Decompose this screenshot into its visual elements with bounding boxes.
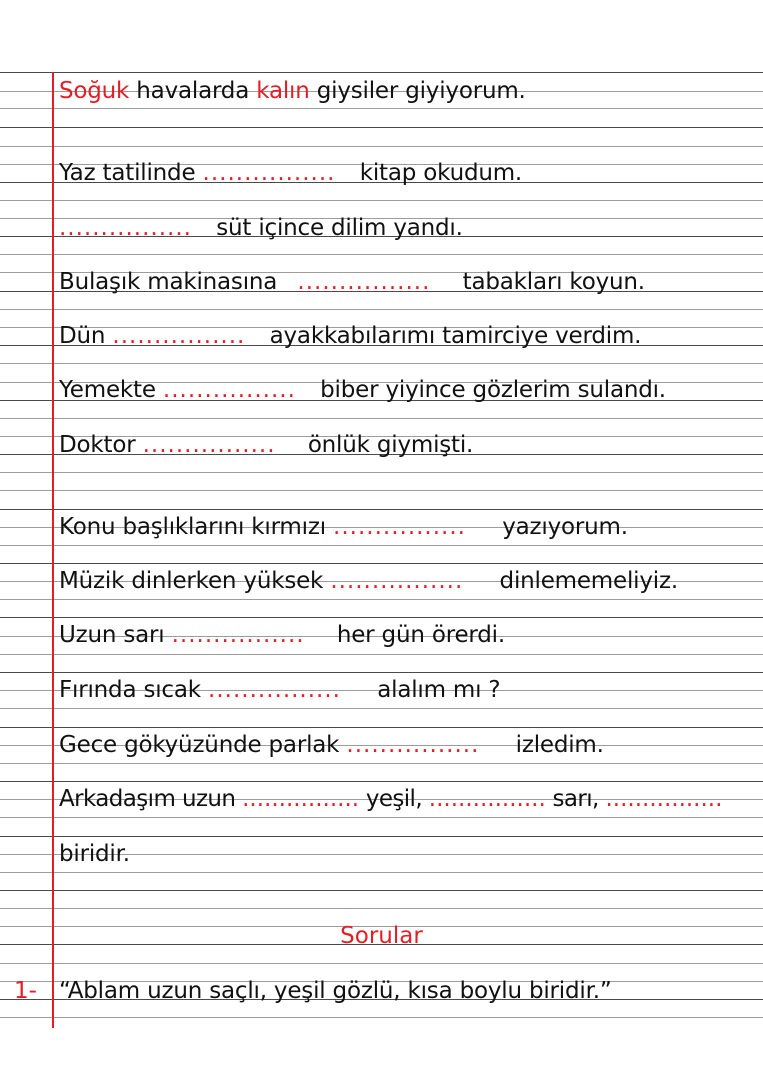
question-number: 1- (14, 978, 37, 1004)
sentence-after: biber yiyince gözlerim sulandı. (320, 377, 666, 403)
sentence-before: Yaz tatilinde (59, 160, 196, 186)
sentence-8 (59, 566, 678, 596)
example-sentence (59, 76, 526, 106)
sentence-4 (59, 321, 641, 351)
sentence-after: izledim. (515, 732, 604, 758)
sentence-part-1: Arkadaşım uzun (59, 786, 236, 812)
sentence-1 (59, 158, 522, 188)
blank-line: ................ (297, 269, 431, 295)
blank-line: ................ (605, 786, 723, 812)
sentence-after: önlük giymişti. (307, 432, 474, 458)
example-word-4: giysiler giyiyorum. (316, 78, 526, 104)
blank-line: ................ (59, 215, 192, 241)
example-word-3: kalın (256, 78, 310, 104)
sentence-after: kitap okudum. (359, 160, 523, 186)
sentence-before: Fırında sıcak (59, 677, 201, 703)
sentence-before: Doktor (59, 432, 136, 458)
sentence-before: Müzik dinlerken yüksek (59, 568, 324, 594)
sentence-5 (59, 375, 666, 405)
blank-line: ................ (162, 377, 296, 403)
sentence-before: Gece gökyüzünde parlak (59, 732, 340, 758)
sentence-after: dinlememeliyiz. (499, 568, 678, 594)
sentence-part-4: biridir. (59, 841, 130, 867)
sentence-part-3: sarı, (552, 786, 599, 812)
sentence-part-2: yeşil, (365, 786, 423, 812)
sentence-before: Konu başlıklarını kırmızı (59, 514, 326, 540)
example-word-2: havalarda (136, 78, 250, 104)
sentence-9 (59, 620, 505, 650)
sentence-10 (59, 675, 500, 705)
blank-line: ................ (142, 432, 276, 458)
blank-line: ................ (171, 622, 305, 648)
sentence-11 (59, 730, 604, 760)
sentence-12-continued (59, 839, 130, 869)
sentence-after: süt içince dilim yandı. (216, 215, 463, 241)
sentence-12 (59, 784, 722, 814)
blank-line: ................ (428, 786, 546, 812)
margin-line (52, 72, 54, 1028)
sentence-6 (59, 430, 473, 460)
sentence-after: her gün örerdi. (336, 622, 505, 648)
sentence-7 (59, 512, 628, 542)
sentence-2 (59, 213, 463, 243)
blank-line: ................ (202, 160, 336, 186)
sentence-after: alalım mı ? (377, 677, 501, 703)
blank-line: ................ (208, 677, 341, 703)
sentence-before: Dün (59, 323, 106, 349)
blank-line: ................ (242, 786, 360, 812)
sentence-after: yazıyorum. (502, 514, 628, 540)
blank-line: ................ (346, 732, 480, 758)
sentence-after: tabakları koyun. (462, 269, 645, 295)
blank-line: ................ (112, 323, 246, 349)
question-text: “Ablam uzun saçlı, yeşil gözlü, kısa boylu biridir.” (59, 978, 612, 1004)
sentence-before: Bulaşık makinasına (59, 269, 278, 295)
sentence-before: Uzun sarı (59, 622, 165, 648)
blank-line: ................ (333, 514, 466, 540)
sentence-after: ayakkabılarımı tamirciye verdim. (269, 323, 642, 349)
sentence-before: Yemekte (59, 377, 156, 403)
section-title: Sorular (340, 923, 423, 949)
example-word-1: Soğuk (59, 78, 130, 104)
blank-line: ................ (330, 568, 464, 594)
sentence-3 (59, 267, 645, 297)
